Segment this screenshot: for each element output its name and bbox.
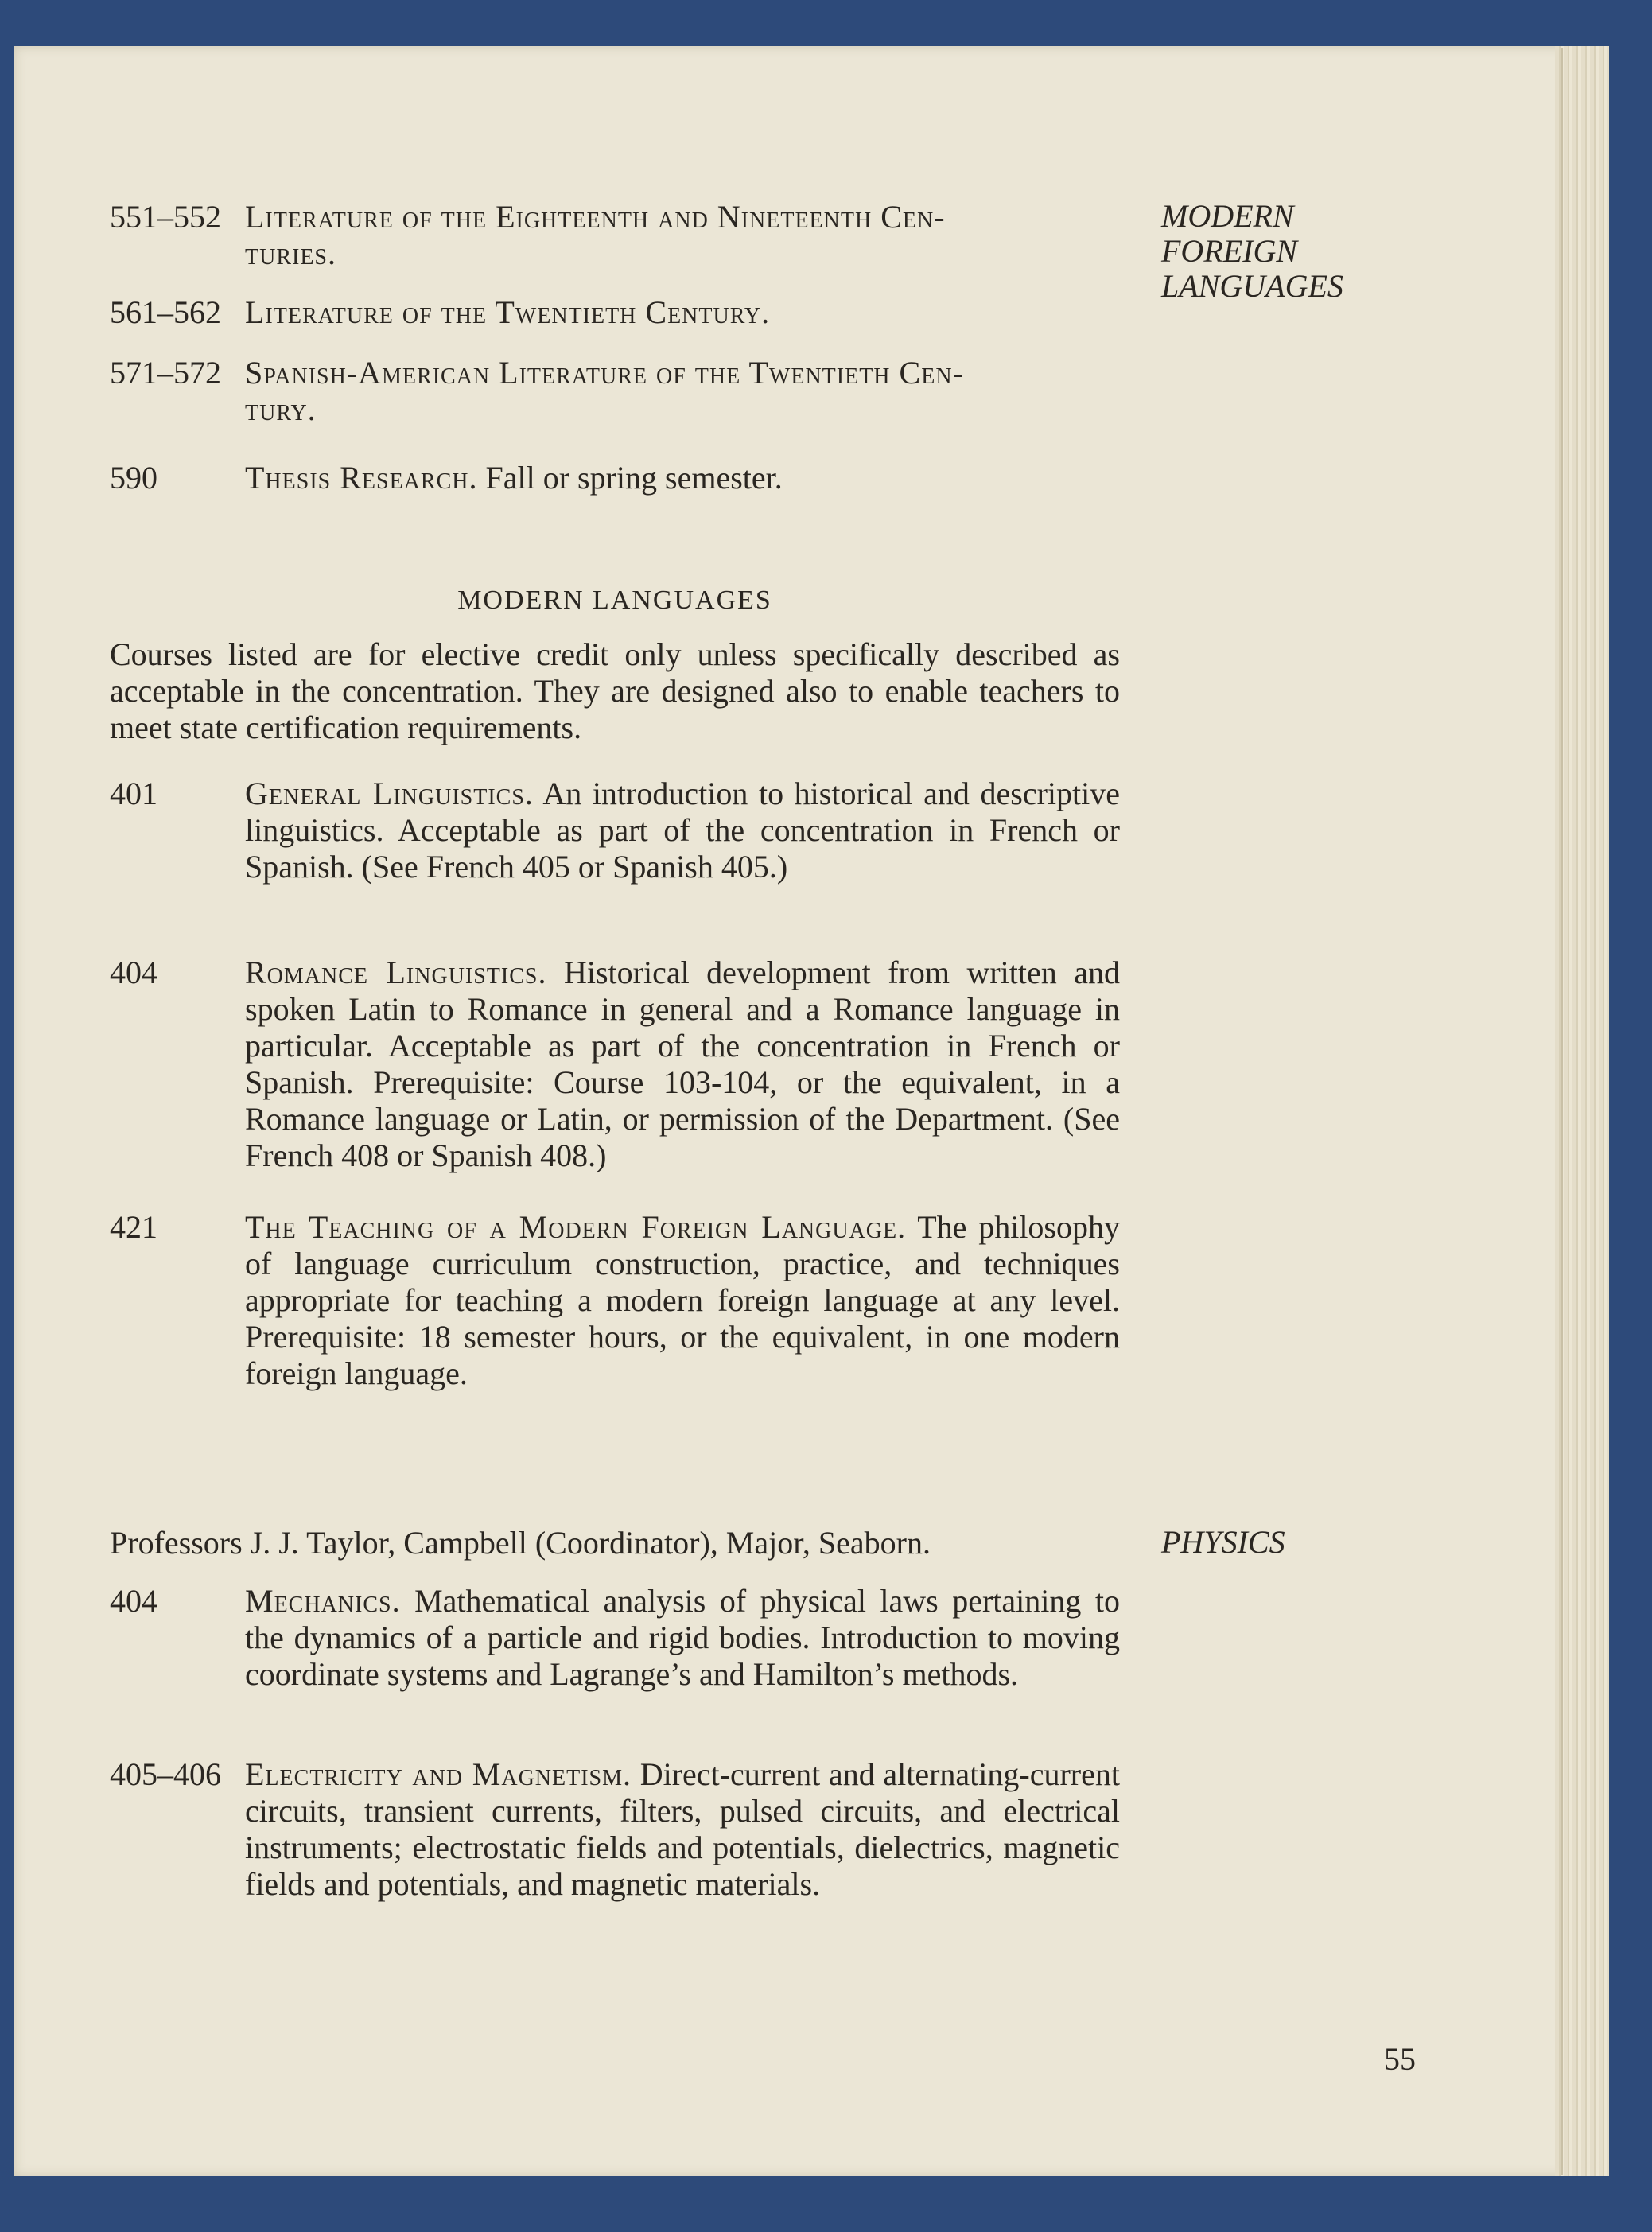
- course-entry: [110, 355, 1120, 428]
- course-title: General Linguistics.: [245, 776, 534, 811]
- course-entry: [110, 1756, 1120, 1903]
- side-label-line: MODERN: [1161, 198, 1294, 234]
- page-gutter-line: [1561, 48, 1563, 2175]
- side-label-physics: PHYSICS: [1161, 1524, 1285, 1560]
- course-number: 561–562: [110, 294, 221, 330]
- faculty-list: Professors J. J. Taylor, Campbell (Coordinator), Major, Seaborn.: [110, 1525, 931, 1561]
- course-description: Fall or spring semester.: [477, 460, 783, 496]
- course-entry: [110, 199, 1120, 272]
- course-title: Romance Linguistics.: [245, 955, 547, 990]
- course-title: Mechanics.: [245, 1583, 401, 1619]
- course-description: Direct-current and alternating-current circuits, transient currents, filters, pulsed circuits, and electrical instruments; electrostatic fields and potentials, dielectrics, magnetic fields and potentials, and magnetic materials.: [245, 1756, 1120, 1902]
- course-entry: [110, 955, 1120, 1174]
- course-number: 421: [110, 1209, 157, 1245]
- course-description: An introduction to historical and descriptive linguistics. Acceptable as part of the concentration in French or Spanish. (See French 405 or Spanish 405.): [245, 776, 1120, 885]
- page-number: 55: [1384, 2041, 1416, 2077]
- course-entry: [110, 294, 1120, 331]
- course-title-continued: tury.: [245, 391, 317, 427]
- course-entry: [110, 1583, 1120, 1693]
- side-label-line: LANGUAGES: [1161, 268, 1343, 304]
- course-number: 401: [110, 776, 157, 811]
- course-title-continued: turies.: [245, 235, 336, 271]
- course-description: The philosophy of language curriculum construction, practice, and techniques appropriate for teaching a modern foreign language at any level. Prerequisite: 18 semester hours, or the equivalent, in one modern foreign language.: [245, 1209, 1120, 1391]
- side-label-line: FOREIGN: [1161, 233, 1298, 269]
- course-title: The Teaching of a Modern Foreign Language.: [245, 1209, 907, 1245]
- course-entry: [110, 776, 1120, 885]
- course-entry: [110, 460, 1120, 496]
- course-number: 405–406: [110, 1756, 221, 1792]
- page-edges: [1555, 46, 1609, 2176]
- course-title: Literature of the Eighteenth and Nineteenth Cen-: [245, 199, 946, 235]
- course-entry: [110, 1209, 1120, 1392]
- course-title: Thesis Research.: [245, 460, 478, 496]
- course-number: 590: [110, 460, 157, 496]
- course-title: Electricity and Magnetism.: [245, 1756, 632, 1792]
- course-title: Spanish-American Literature of the Twentieth Cen-: [245, 355, 964, 391]
- course-number: 404: [110, 1583, 157, 1619]
- section-intro: Courses listed are for elective credit only unless specifically described as acceptable in the concentration. They are designed also to enable teachers to meet state certification requirements.: [110, 636, 1120, 745]
- course-description: Mathematical analysis of physical laws pertaining to the dynamics of a particle and rigid bodies. Introduction to moving coordinate systems and Lagrange’s and Hamilton’s methods.: [245, 1583, 1120, 1692]
- course-description: Historical development from written and spoken Latin to Romance in general and a Romance language in particular. Acceptable as part of the concentration in French or Spanish. Prerequisite: Course 103-104, or the equivalent, in a Romance language or Latin, or permission of the Department. (See French 408 or Spanish 408.): [245, 955, 1120, 1173]
- course-number: 551–552: [110, 199, 221, 235]
- section-heading: MODERN LANGUAGES: [457, 585, 772, 615]
- course-title: Literature of the Twentieth Century.: [245, 294, 771, 330]
- course-number: 404: [110, 955, 157, 990]
- course-number: 571–572: [110, 355, 221, 391]
- side-label-modern-foreign-languages: [1161, 199, 1400, 304]
